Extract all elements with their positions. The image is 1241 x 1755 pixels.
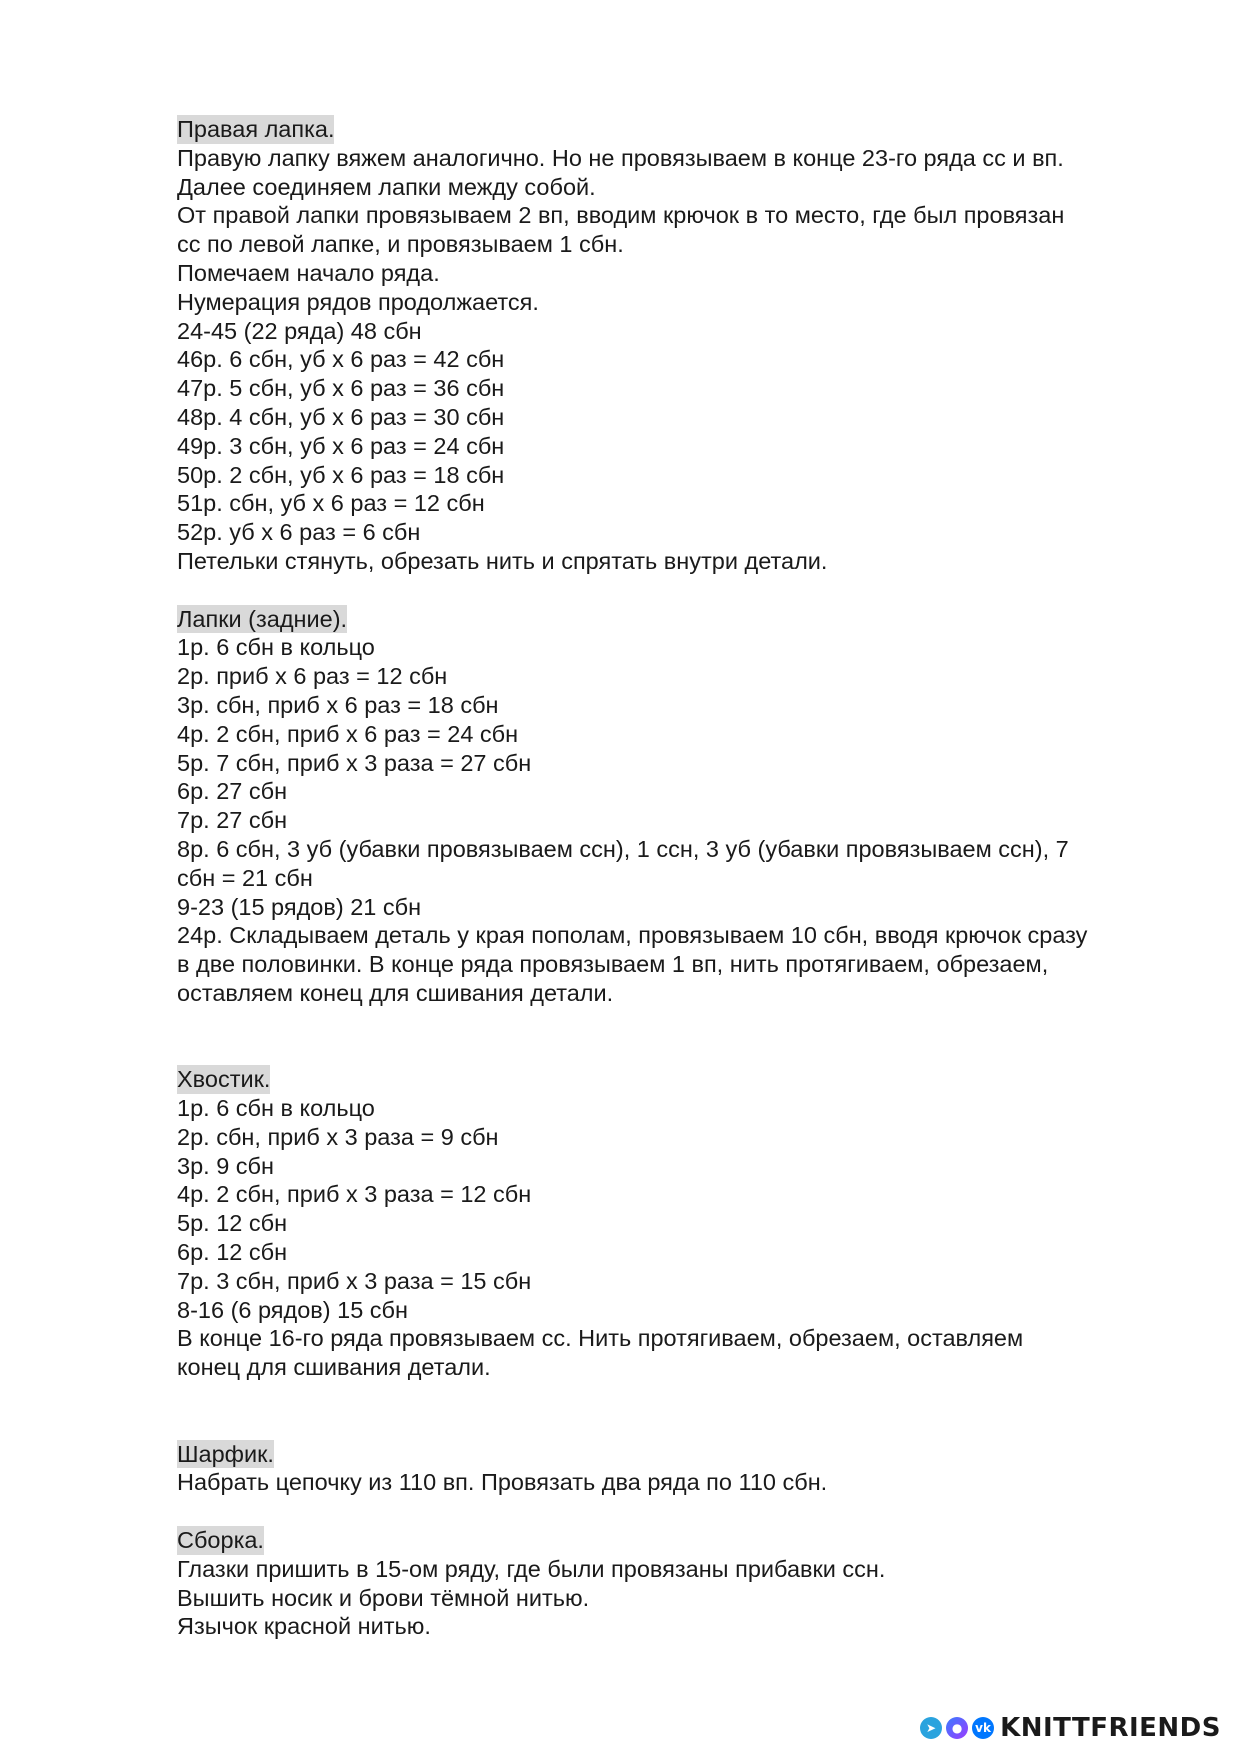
section-heading: Лапки (задние).: [177, 605, 348, 632]
row-instruction: 3р. 9 сбн: [177, 1152, 274, 1179]
section-heading: Сборка.: [177, 1527, 264, 1554]
section-assembly: [177, 1526, 1177, 1641]
row-instruction: 2р. сбн, приб х 3 раза = 9 сбн: [177, 1123, 499, 1150]
row-instruction: 1р. 6 сбн в кольцо: [177, 634, 375, 661]
row-instruction: сбн = 21 сбн: [177, 864, 313, 891]
row-instruction: 6р. 27 сбн: [177, 778, 288, 805]
row-instruction: 5р. 12 сбн: [177, 1210, 288, 1237]
row-instruction: 48р. 4 сбн, уб х 6 раз = 30 сбн: [177, 403, 505, 430]
brand-name: KNITTFRIENDS: [1000, 1713, 1221, 1743]
section-tail: [177, 1065, 1177, 1382]
row-instruction: 8-16 (6 рядов) 15 сбн: [177, 1296, 408, 1323]
row-instruction: 51р. сбн, уб х 6 раз = 12 сбн: [177, 490, 485, 517]
max-icon: ●: [946, 1717, 968, 1739]
brand-footer: [920, 1713, 1221, 1743]
row-instruction: 3р. сбн, приб х 6 раз = 18 сбн: [177, 691, 499, 718]
section-heading: Правая лапка.: [177, 116, 335, 142]
row-instruction: 47р. 5 сбн, уб х 6 раз = 36 сбн: [177, 375, 505, 402]
text-line: Петельки стянуть, обрезать нить и спрятать внутри детали.: [177, 547, 828, 574]
text-line: Далее соединяем лапки между собой.: [177, 173, 596, 200]
text-line: Помечаем начало ряда.: [177, 259, 440, 286]
text-line: От правой лапки провязываем 2 вп, вводим крючок в то место, где был провязан: [177, 202, 1065, 229]
section-scarf: [177, 1440, 1177, 1498]
row-instruction: 49р. 3 сбн, уб х 6 раз = 24 сбн: [177, 432, 505, 459]
text-line: В конце 16-го ряда провязываем сс. Нить протягиваем, обрезаем, оставляем: [177, 1325, 1024, 1352]
document-page: [177, 115, 1177, 1641]
text-line: Язычок красной нитью.: [177, 1613, 431, 1640]
text-line: Правую лапку вяжем аналогично. Но не провязываем в конце 23-го ряда сс и вп.: [177, 144, 1064, 171]
row-instruction: 5р. 7 сбн, приб х 3 раза = 27 сбн: [177, 749, 532, 776]
row-instruction: 24р. Складываем деталь у края пополам, провязываем 10 сбн, вводя крючок сразу: [177, 922, 1088, 949]
telegram-icon: ➤: [920, 1717, 942, 1739]
row-instruction: 4р. 2 сбн, приб х 3 раза = 12 сбн: [177, 1181, 532, 1208]
row-instruction: 7р. 27 сбн: [177, 807, 288, 834]
row-instruction: 1р. 6 сбн в кольцо: [177, 1095, 375, 1122]
text-line: Нумерация рядов продолжается.: [177, 288, 539, 315]
vk-icon: vk: [972, 1717, 994, 1739]
text-line: Набрать цепочку из 110 вп. Провязать два ряда по 110 сбн.: [177, 1469, 828, 1496]
row-instruction: 50р. 2 сбн, уб х 6 раз = 18 сбн: [177, 461, 505, 488]
text-line: Вышить носик и брови тёмной нитью.: [177, 1584, 590, 1611]
row-instruction: 7р. 3 сбн, приб х 3 раза = 15 сбн: [177, 1267, 532, 1294]
text-line: конец для сшивания детали.: [177, 1354, 491, 1381]
row-instruction: оставляем конец для сшивания детали.: [177, 979, 614, 1006]
row-instruction: 52р. уб х 6 раз = 6 сбн: [177, 519, 421, 546]
section-heading: Хвостик.: [177, 1066, 271, 1093]
text-line: сс по левой лапке, и провязываем 1 сбн.: [177, 231, 624, 258]
row-instruction: 9-23 (15 рядов) 21 сбн: [177, 893, 422, 920]
section-right-paw: [177, 115, 1177, 576]
row-instruction: 2р. приб х 6 раз = 12 сбн: [177, 663, 448, 690]
row-instruction: 24-45 (22 ряда) 48 сбн: [177, 317, 422, 344]
section-hind-paws: [177, 605, 1177, 1008]
row-instruction: 46р. 6 сбн, уб х 6 раз = 42 сбн: [177, 346, 505, 373]
text-line: Глазки пришить в 15-ом ряду, где были провязаны прибавки ссн.: [177, 1555, 886, 1582]
row-instruction: 6р. 12 сбн: [177, 1239, 288, 1266]
row-instruction: в две половинки. В конце ряда провязываем 1 вп, нить протягиваем, обрезаем,: [177, 951, 1049, 978]
section-heading: Шарфик.: [177, 1440, 274, 1467]
row-instruction: 8р. 6 сбн, 3 уб (убавки провязываем ссн), 1 ссн, 3 уб (убавки провязываем ссн), 7: [177, 835, 1069, 862]
row-instruction: 4р. 2 сбн, приб х 6 раз = 24 сбн: [177, 720, 519, 747]
